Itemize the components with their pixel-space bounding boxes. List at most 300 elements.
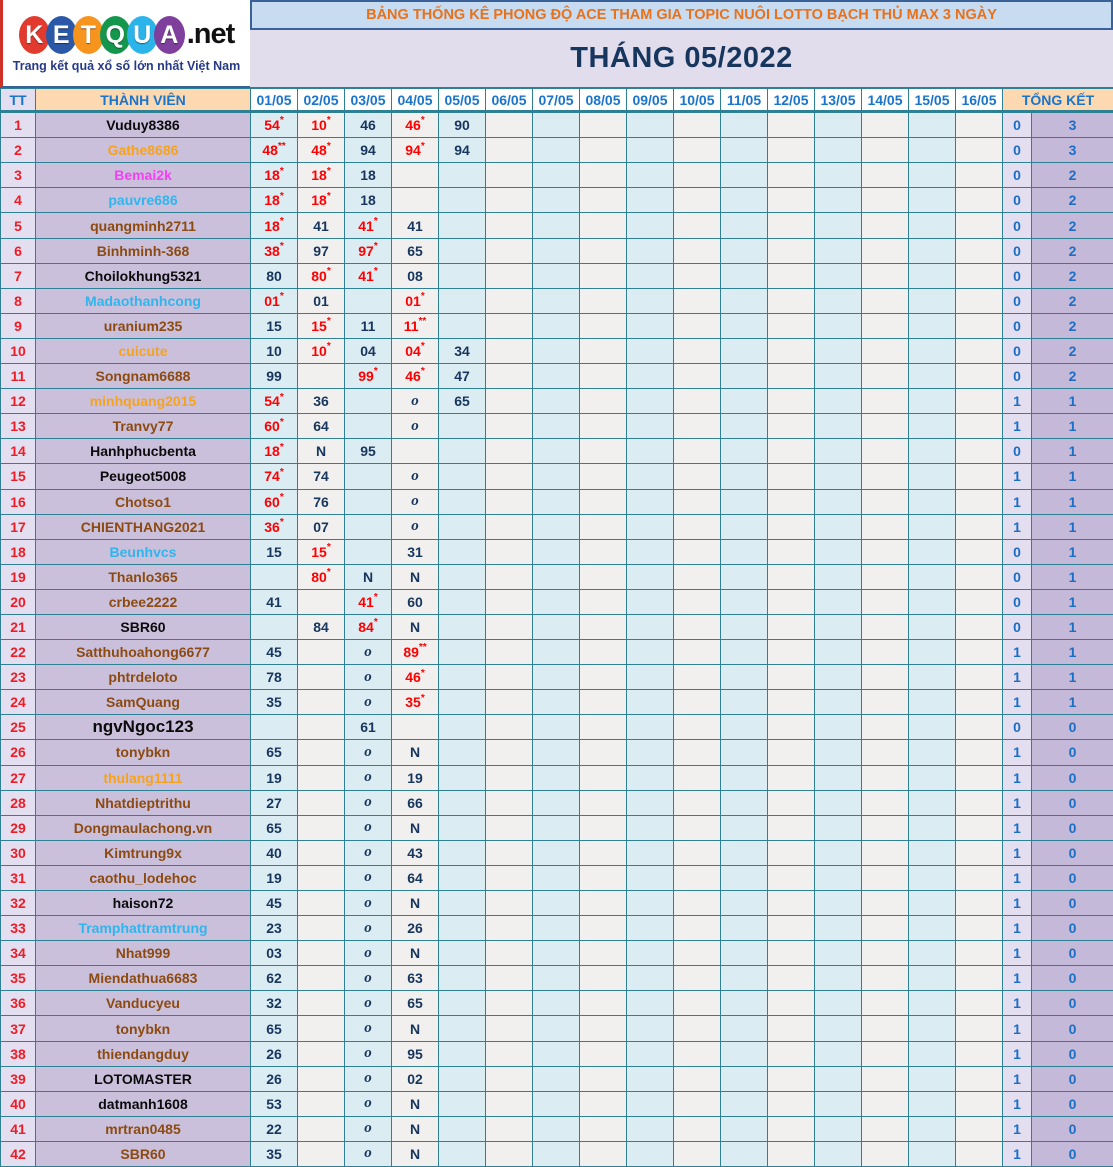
member-name: quangminh2711: [36, 213, 251, 238]
day-cell: [486, 1042, 533, 1067]
row-number: 23: [1, 665, 36, 690]
day-cell: [768, 289, 815, 314]
day-cell: [956, 665, 1003, 690]
total-cell-1: 0: [1003, 113, 1032, 138]
day-cell: [909, 314, 956, 339]
day-cell: [862, 1142, 909, 1167]
day-cell: 19: [251, 766, 298, 791]
day-cell: 89**: [392, 640, 439, 665]
day-cell: [674, 239, 721, 264]
total-cell-2: 2: [1032, 213, 1113, 238]
day-cell: [909, 1092, 956, 1117]
total-cell-1: 1: [1003, 690, 1032, 715]
day-cell: [862, 1092, 909, 1117]
day-cell: [768, 464, 815, 489]
day-cell: N: [392, 740, 439, 765]
day-cell: [721, 866, 768, 891]
day-cell: [815, 314, 862, 339]
member-name: pauvre686: [36, 188, 251, 213]
day-cell: 31: [392, 540, 439, 565]
day-cell: [956, 866, 1003, 891]
day-cell: [674, 540, 721, 565]
day-cell: [580, 163, 627, 188]
day-cell: [721, 1092, 768, 1117]
row-number: 17: [1, 515, 36, 540]
day-cell: [674, 464, 721, 489]
day-cell: 46: [345, 113, 392, 138]
day-cell: [439, 439, 486, 464]
day-cell: 76: [298, 490, 345, 515]
row-number: 14: [1, 439, 36, 464]
day-cell: [815, 565, 862, 590]
day-cell: [815, 188, 862, 213]
day-cell: [439, 289, 486, 314]
total-cell-2: 0: [1032, 866, 1113, 891]
day-cell: [862, 816, 909, 841]
day-cell: [580, 615, 627, 640]
day-cell: o: [345, 916, 392, 941]
day-cell: 61: [345, 715, 392, 740]
day-cell: [909, 766, 956, 791]
day-cell: [627, 439, 674, 464]
day-cell: [674, 891, 721, 916]
day-cell: 34: [439, 339, 486, 364]
row-number: 19: [1, 565, 36, 590]
day-cell: [627, 515, 674, 540]
total-cell-2: 1: [1032, 615, 1113, 640]
total-cell-2: 0: [1032, 941, 1113, 966]
day-cell: [580, 1042, 627, 1067]
row-number: 41: [1, 1117, 36, 1142]
day-cell: [768, 816, 815, 841]
day-cell: [768, 314, 815, 339]
header-date-16-05: 16/05: [956, 88, 1003, 113]
day-cell: [486, 966, 533, 991]
day-cell: [486, 138, 533, 163]
day-cell: [439, 213, 486, 238]
day-cell: 26: [251, 1042, 298, 1067]
day-cell: [298, 1016, 345, 1041]
day-cell: [627, 816, 674, 841]
day-cell: 41: [392, 213, 439, 238]
member-name: uranium235: [36, 314, 251, 339]
day-cell: [909, 364, 956, 389]
day-cell: [815, 1016, 862, 1041]
row-number: 9: [1, 314, 36, 339]
day-cell: [768, 188, 815, 213]
header-date-10-05: 10/05: [674, 88, 721, 113]
day-cell: [862, 289, 909, 314]
day-cell: [533, 841, 580, 866]
day-cell: [956, 163, 1003, 188]
day-cell: [627, 464, 674, 489]
total-cell-1: 1: [1003, 490, 1032, 515]
day-cell: [909, 891, 956, 916]
day-cell: 36*: [251, 515, 298, 540]
day-cell: o: [345, 665, 392, 690]
day-cell: [674, 590, 721, 615]
day-cell: [862, 866, 909, 891]
day-cell: [721, 163, 768, 188]
day-cell: [627, 715, 674, 740]
total-cell-1: 1: [1003, 916, 1032, 941]
day-cell: o: [345, 841, 392, 866]
row-number: 26: [1, 740, 36, 765]
row-number: 33: [1, 916, 36, 941]
day-cell: [298, 1042, 345, 1067]
day-cell: o: [392, 515, 439, 540]
day-cell: 45: [251, 640, 298, 665]
day-cell: [486, 590, 533, 615]
row-number: 1: [1, 113, 36, 138]
total-cell-2: 0: [1032, 740, 1113, 765]
day-cell: [627, 740, 674, 765]
day-cell: [580, 816, 627, 841]
logo-letter: A: [154, 16, 185, 54]
row-number: 11: [1, 364, 36, 389]
total-cell-2: 0: [1032, 916, 1113, 941]
day-cell: [580, 213, 627, 238]
day-cell: 10*: [298, 339, 345, 364]
day-cell: [815, 966, 862, 991]
day-cell: [862, 941, 909, 966]
day-cell: 23: [251, 916, 298, 941]
day-cell: [956, 966, 1003, 991]
day-cell: [627, 289, 674, 314]
day-cell: [674, 715, 721, 740]
day-cell: [533, 866, 580, 891]
day-cell: 65: [251, 740, 298, 765]
day-cell: 64: [298, 414, 345, 439]
day-cell: [956, 213, 1003, 238]
day-cell: [815, 916, 862, 941]
day-cell: [580, 464, 627, 489]
day-cell: o: [345, 941, 392, 966]
day-cell: o: [345, 640, 392, 665]
total-cell-1: 0: [1003, 339, 1032, 364]
day-cell: [486, 414, 533, 439]
day-cell: [956, 640, 1003, 665]
day-cell: [533, 590, 580, 615]
header-date-11-05: 11/05: [721, 88, 768, 113]
day-cell: [909, 866, 956, 891]
day-cell: [815, 389, 862, 414]
row-number: 35: [1, 966, 36, 991]
total-cell-1: 0: [1003, 314, 1032, 339]
day-cell: [439, 314, 486, 339]
day-cell: [674, 213, 721, 238]
day-cell: [768, 113, 815, 138]
day-cell: [533, 1142, 580, 1167]
day-cell: [768, 1117, 815, 1142]
day-cell: 65: [251, 1016, 298, 1041]
banner-title: BẢNG THỐNG KÊ PHONG ĐỘ ACE THAM GIA TOPIC NUÔI LOTTO BẠCH THỦ MAX 3 NGÀY: [250, 0, 1113, 30]
day-cell: [815, 715, 862, 740]
day-cell: [956, 991, 1003, 1016]
day-cell: [862, 766, 909, 791]
member-name: Vanducyeu: [36, 991, 251, 1016]
day-cell: [439, 841, 486, 866]
total-cell-2: 0: [1032, 1117, 1113, 1142]
day-cell: [298, 966, 345, 991]
row-number: 20: [1, 590, 36, 615]
day-cell: [721, 364, 768, 389]
day-cell: 66: [392, 791, 439, 816]
day-cell: [815, 1092, 862, 1117]
day-cell: o: [345, 740, 392, 765]
day-cell: [956, 515, 1003, 540]
total-cell-1: 0: [1003, 239, 1032, 264]
day-cell: [674, 615, 721, 640]
day-cell: [533, 314, 580, 339]
day-cell: [627, 314, 674, 339]
day-cell: o: [345, 816, 392, 841]
total-cell-2: 1: [1032, 590, 1113, 615]
day-cell: [392, 188, 439, 213]
day-cell: 48*: [298, 138, 345, 163]
day-cell: [956, 941, 1003, 966]
day-cell: [721, 414, 768, 439]
header-date-12-05: 12/05: [768, 88, 815, 113]
day-cell: [486, 690, 533, 715]
day-cell: 04: [345, 339, 392, 364]
total-cell-1: 0: [1003, 289, 1032, 314]
day-cell: [486, 239, 533, 264]
header-date-06-05: 06/05: [486, 88, 533, 113]
member-name: Tranvy77: [36, 414, 251, 439]
day-cell: 18*: [251, 213, 298, 238]
day-cell: [909, 490, 956, 515]
day-cell: [721, 766, 768, 791]
day-cell: [439, 1092, 486, 1117]
day-cell: [768, 690, 815, 715]
day-cell: [862, 339, 909, 364]
day-cell: [486, 439, 533, 464]
day-cell: [486, 1117, 533, 1142]
day-cell: [768, 389, 815, 414]
day-cell: [862, 640, 909, 665]
total-cell-1: 1: [1003, 816, 1032, 841]
day-cell: [674, 264, 721, 289]
total-cell-1: 0: [1003, 163, 1032, 188]
member-name: mrtran0485: [36, 1117, 251, 1142]
day-cell: 40: [251, 841, 298, 866]
day-cell: [627, 163, 674, 188]
day-cell: [627, 138, 674, 163]
day-cell: [768, 1067, 815, 1092]
header-date-07-05: 07/05: [533, 88, 580, 113]
day-cell: 08: [392, 264, 439, 289]
header-date-08-05: 08/05: [580, 88, 627, 113]
day-cell: o: [345, 1092, 392, 1117]
header-date-09-05: 09/05: [627, 88, 674, 113]
day-cell: 18*: [251, 439, 298, 464]
day-cell: 95: [345, 439, 392, 464]
day-cell: [627, 490, 674, 515]
day-cell: [862, 665, 909, 690]
day-cell: [815, 991, 862, 1016]
day-cell: 35*: [392, 690, 439, 715]
day-cell: [627, 615, 674, 640]
day-cell: [533, 665, 580, 690]
row-number: 7: [1, 264, 36, 289]
row-number: 10: [1, 339, 36, 364]
day-cell: [627, 690, 674, 715]
day-cell: o: [392, 464, 439, 489]
total-cell-1: 1: [1003, 841, 1032, 866]
day-cell: 65: [251, 816, 298, 841]
day-cell: [627, 665, 674, 690]
day-cell: [580, 715, 627, 740]
day-cell: 03: [251, 941, 298, 966]
day-cell: [486, 163, 533, 188]
day-cell: o: [345, 1042, 392, 1067]
total-cell-2: 1: [1032, 640, 1113, 665]
day-cell: 65: [439, 389, 486, 414]
day-cell: [956, 138, 1003, 163]
day-cell: [533, 916, 580, 941]
total-cell-1: 0: [1003, 213, 1032, 238]
total-cell-1: 0: [1003, 364, 1032, 389]
day-cell: [627, 239, 674, 264]
day-cell: 78: [251, 665, 298, 690]
member-name: thiendangduy: [36, 1042, 251, 1067]
day-cell: 46*: [392, 665, 439, 690]
day-cell: [815, 113, 862, 138]
day-cell: [909, 841, 956, 866]
day-cell: [956, 916, 1003, 941]
day-cell: 97: [298, 239, 345, 264]
day-cell: [674, 515, 721, 540]
day-cell: [909, 690, 956, 715]
day-cell: 60: [392, 590, 439, 615]
day-cell: [909, 715, 956, 740]
header-date-05-05: 05/05: [439, 88, 486, 113]
day-cell: [439, 163, 486, 188]
day-cell: [721, 113, 768, 138]
day-cell: [956, 1117, 1003, 1142]
day-cell: [721, 515, 768, 540]
day-cell: [251, 615, 298, 640]
row-number: 12: [1, 389, 36, 414]
day-cell: [956, 464, 1003, 489]
day-cell: [956, 414, 1003, 439]
total-cell-1: 0: [1003, 264, 1032, 289]
member-name: Tramphattramtrung: [36, 916, 251, 941]
member-name: Binhminh-368: [36, 239, 251, 264]
day-cell: [956, 113, 1003, 138]
day-cell: [909, 1067, 956, 1092]
day-cell: [768, 439, 815, 464]
day-cell: [768, 715, 815, 740]
day-cell: 10*: [298, 113, 345, 138]
total-cell-1: 0: [1003, 138, 1032, 163]
day-cell: [956, 339, 1003, 364]
day-cell: [721, 690, 768, 715]
day-cell: [298, 816, 345, 841]
total-cell-1: 1: [1003, 515, 1032, 540]
day-cell: [815, 439, 862, 464]
day-cell: [533, 941, 580, 966]
member-name: CHIENTHANG2021: [36, 515, 251, 540]
day-cell: [862, 740, 909, 765]
day-cell: [533, 1016, 580, 1041]
day-cell: [533, 991, 580, 1016]
day-cell: [439, 665, 486, 690]
day-cell: N: [298, 439, 345, 464]
day-cell: 80: [251, 264, 298, 289]
row-number: 24: [1, 690, 36, 715]
day-cell: [909, 113, 956, 138]
member-name: Nhatdieptrithu: [36, 791, 251, 816]
day-cell: [862, 239, 909, 264]
day-cell: [439, 866, 486, 891]
total-cell-1: 1: [1003, 740, 1032, 765]
day-cell: [956, 590, 1003, 615]
total-cell-2: 2: [1032, 163, 1113, 188]
day-cell: [533, 690, 580, 715]
row-number: 21: [1, 615, 36, 640]
total-cell-1: 1: [1003, 866, 1032, 891]
member-name: cuicute: [36, 339, 251, 364]
day-cell: o: [345, 1016, 392, 1041]
day-cell: [909, 414, 956, 439]
day-cell: [721, 941, 768, 966]
day-cell: [580, 966, 627, 991]
day-cell: [768, 364, 815, 389]
member-name: minhquang2015: [36, 389, 251, 414]
day-cell: [674, 490, 721, 515]
day-cell: [486, 113, 533, 138]
day-cell: [298, 690, 345, 715]
day-cell: [674, 339, 721, 364]
header-date-04-05: 04/05: [392, 88, 439, 113]
day-cell: [909, 163, 956, 188]
day-cell: [674, 791, 721, 816]
day-cell: [721, 439, 768, 464]
day-cell: [815, 1117, 862, 1142]
day-cell: [580, 439, 627, 464]
total-cell-2: 1: [1032, 439, 1113, 464]
day-cell: [298, 1092, 345, 1117]
day-cell: [439, 565, 486, 590]
day-cell: [768, 740, 815, 765]
day-cell: [627, 339, 674, 364]
day-cell: [862, 213, 909, 238]
day-cell: [862, 615, 909, 640]
day-cell: [298, 715, 345, 740]
day-cell: [768, 239, 815, 264]
day-cell: N: [345, 565, 392, 590]
day-cell: [533, 891, 580, 916]
day-cell: [862, 891, 909, 916]
day-cell: 15*: [298, 540, 345, 565]
day-cell: [533, 1092, 580, 1117]
day-cell: [439, 414, 486, 439]
day-cell: 22: [251, 1117, 298, 1142]
site-logo[interactable]: [0, 0, 250, 88]
member-name: datmanh1608: [36, 1092, 251, 1117]
day-cell: 46*: [392, 113, 439, 138]
day-cell: [674, 916, 721, 941]
day-cell: [674, 188, 721, 213]
day-cell: 97*: [345, 239, 392, 264]
day-cell: 36: [298, 389, 345, 414]
day-cell: [580, 1016, 627, 1041]
total-cell-2: 0: [1032, 791, 1113, 816]
day-cell: 11**: [392, 314, 439, 339]
day-cell: [486, 364, 533, 389]
